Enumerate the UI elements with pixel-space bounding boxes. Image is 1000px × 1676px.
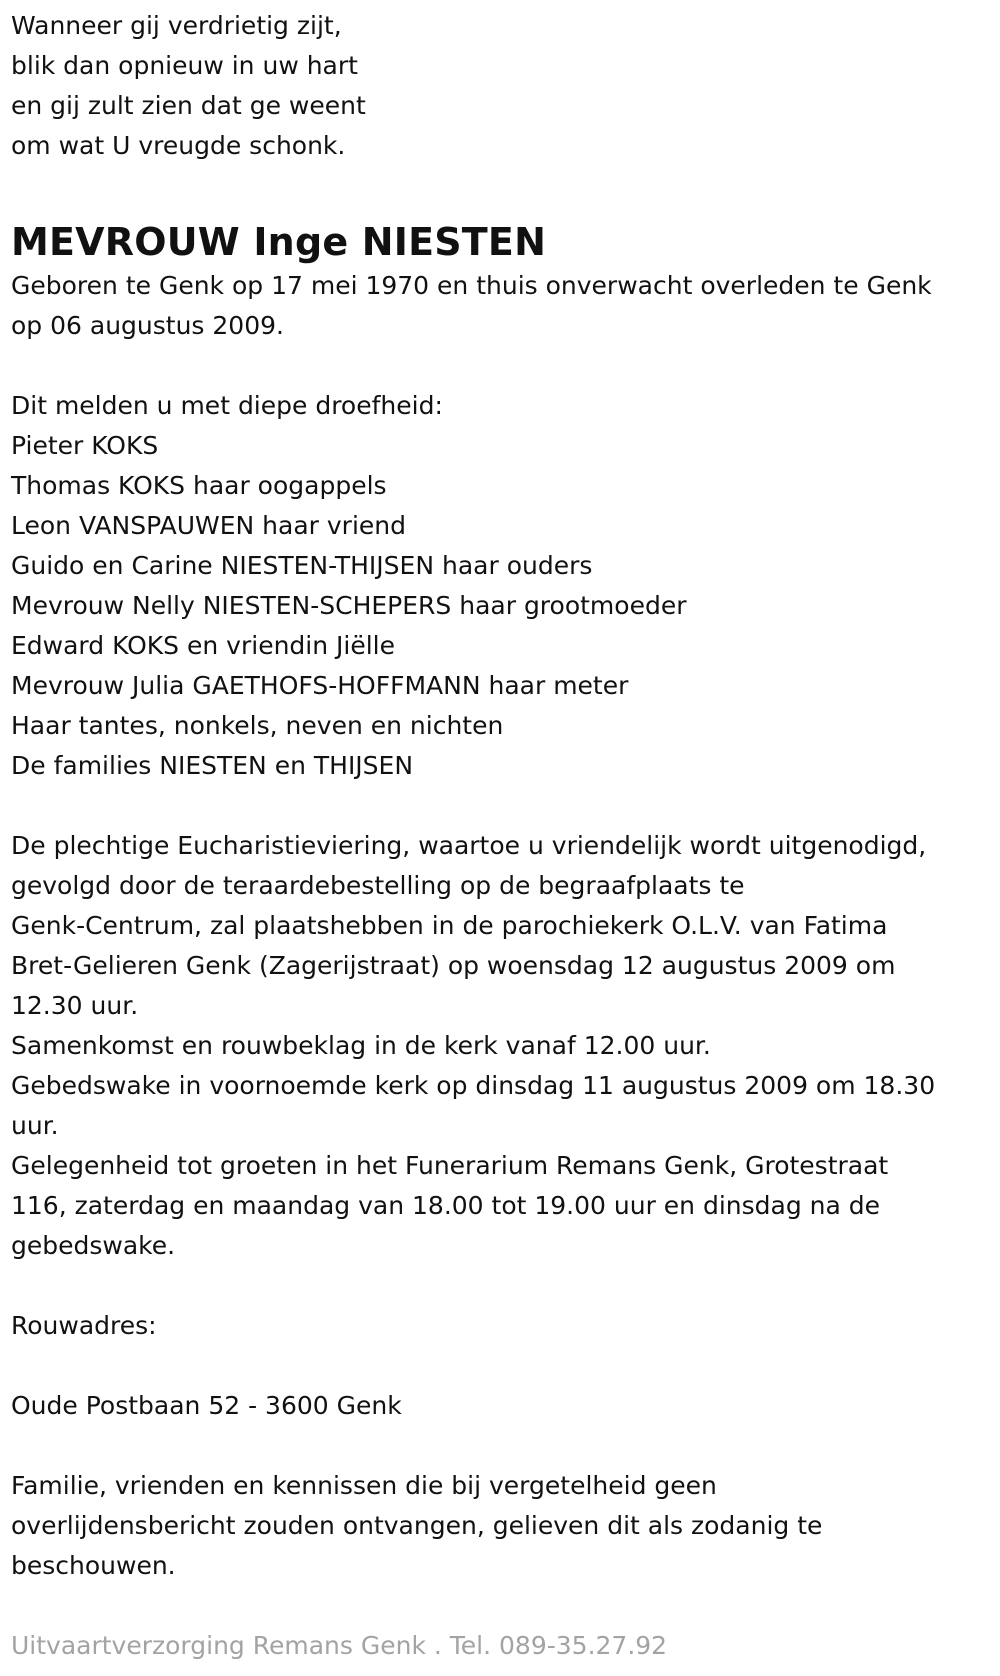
- mourner-item: De families NIESTEN en THIJSEN: [11, 751, 414, 780]
- mourners-intro: Dit melden u met diepe droefheid:: [11, 391, 443, 420]
- birth-death-info: [11, 266, 980, 346]
- poem-line: blik dan opnieuw in uw hart: [11, 51, 358, 80]
- birth-line: op 06 augustus 2009.: [11, 311, 284, 340]
- deceased-name: MEVROUW Inge NIESTEN: [11, 220, 547, 264]
- address: Oude Postbaan 52 - 3600 Genk: [11, 1391, 402, 1420]
- notice-section: [11, 1466, 980, 1586]
- notice-line: beschouwen.: [11, 1551, 176, 1580]
- mourner-item: Guido en Carine NIESTEN-THIJSEN haar ouders: [11, 551, 593, 580]
- spacer: [11, 346, 980, 386]
- poem: [11, 6, 980, 166]
- poem-line: om wat U vreugde schonk.: [11, 131, 346, 160]
- mourner-item: Thomas KOKS haar oogappels: [11, 471, 387, 500]
- ceremony-line: 116, zaterdag en maandag van 18.00 tot 19.00 uur en dinsdag na de: [11, 1191, 881, 1220]
- ceremony-line: Bret-Gelieren Genk (Zagerijstraat) op woensdag 12 augustus 2009 om: [11, 951, 896, 980]
- obituary-page: [0, 6, 980, 1666]
- mourner-item: Mevrouw Julia GAETHOFS-HOFFMANN haar meter: [11, 671, 629, 700]
- spacer: [11, 1266, 980, 1306]
- ceremony-line: Gebedswake in voornoemde kerk op dinsdag 11 augustus 2009 om 18.30: [11, 1071, 936, 1100]
- mourner-item: Pieter KOKS: [11, 431, 159, 460]
- mourner-item: Edward KOKS en vriendin Jiëlle: [11, 631, 395, 660]
- mourner-item: Haar tantes, nonkels, neven en nichten: [11, 711, 504, 740]
- ceremony-section: [11, 826, 980, 1266]
- poem-line: Wanneer gij verdrietig zijt,: [11, 11, 342, 40]
- poem-line: en gij zult zien dat ge weent: [11, 91, 366, 120]
- mourners-section: [11, 386, 980, 786]
- birth-line: Geboren te Genk op 17 mei 1970 en thuis onverwacht overleden te Genk: [11, 271, 932, 300]
- spacer: [11, 1426, 980, 1466]
- ceremony-line: De plechtige Eucharistieviering, waartoe u vriendelijk wordt uitgenodigd,: [11, 831, 927, 860]
- address-label: Rouwadres:: [11, 1311, 157, 1340]
- spacer: [11, 1346, 980, 1386]
- spacer: [11, 786, 980, 826]
- ceremony-line: 12.30 uur.: [11, 991, 139, 1020]
- mourner-item: Mevrouw Nelly NIESTEN-SCHEPERS haar grootmoeder: [11, 591, 687, 620]
- mourner-item: Leon VANSPAUWEN haar vriend: [11, 511, 406, 540]
- ceremony-line: gebedswake.: [11, 1231, 176, 1260]
- notice-line: overlijdensbericht zouden ontvangen, gelieven dit als zodanig te: [11, 1511, 823, 1540]
- ceremony-line: uur.: [11, 1111, 59, 1140]
- notice-line: Familie, vrienden en kennissen die bij vergetelheid geen: [11, 1471, 717, 1500]
- funeral-home-footer: Uitvaartverzorging Remans Genk . Tel. 089-35.27.92: [11, 1631, 668, 1660]
- ceremony-line: gevolgd door de teraardebestelling op de begraafplaats te: [11, 871, 745, 900]
- ceremony-line: Gelegenheid tot groeten in het Funerarium Remans Genk, Grotestraat: [11, 1151, 889, 1180]
- ceremony-line: Samenkomst en rouwbeklag in de kerk vanaf 12.00 uur.: [11, 1031, 711, 1060]
- ceremony-line: Genk-Centrum, zal plaatshebben in de parochiekerk O.L.V. van Fatima: [11, 911, 888, 940]
